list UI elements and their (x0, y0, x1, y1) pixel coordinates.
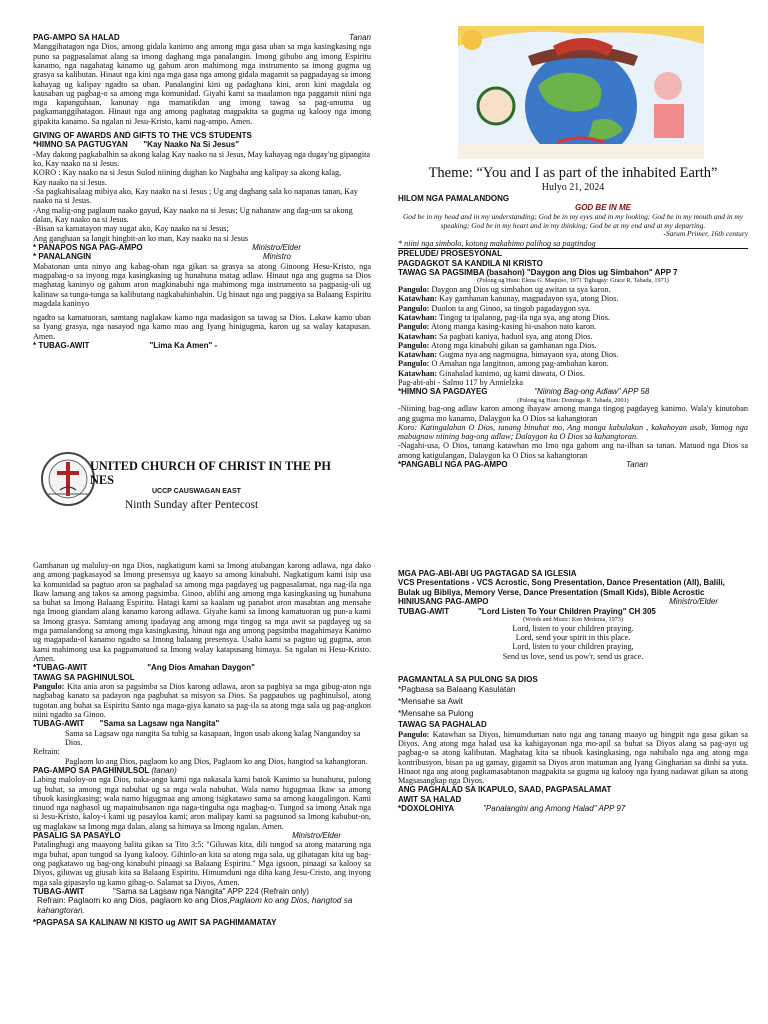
earth-drawing-image (458, 26, 704, 159)
responsive-line: Katawhan: Sa pagbati kaniya, haduol sya, ang atong Dios. (398, 331, 593, 341)
section-header: PAG-AMPO SA PAGHINULSOL (tanan) (33, 765, 177, 775)
section-header: PAGMANTALA SA PULONG SA DIOS (398, 674, 538, 684)
section-header: AWIT SA HALAD (398, 794, 462, 804)
psalm-line: Pag-abi-abi - Salmo 117 by Annielzka (398, 378, 523, 387)
section-header: PASALIG SA PASAYLO Ministro/Elder (33, 831, 341, 841)
section-header: HILOM NGA PAMALANDONG (398, 194, 510, 203)
theme-title: Theme: “You and I as part of the inhabited Earth” (428, 165, 718, 181)
section-header: *DOXOLOHIYA "Panalangini ang Among Halad" APP 97 (398, 804, 626, 814)
section-header: *TUBAG-AWIT "Ang Dios Amahan Daygon" (33, 663, 255, 673)
hymn-line: -Niining bag-ong adlaw karon among ibayaw among manga tingog pagdayeg kanimo. Wala'y kinutoban ang gugma mo kanamo, Dalaygon ka O Dios sa kahangtoran (398, 404, 748, 423)
hymn-line: -Sa pagkahisalaag mibiya ako, Kay naako na si Jesus ; Ug ang daghang sala ko napanas tanan, Kay naako na si Jesus. (33, 187, 358, 206)
section-header: *PAGPASA SA KALINAW NI KISTO ug AWIT SA PAGHIMAMATAY (33, 917, 277, 927)
refrain-text: Paglaom ko ang Dios, paglaom ko ang Dios, Paglaom ko ang Dios, hangtod sa kahangtoran. (65, 756, 368, 766)
refrain-label: Refrain: (33, 747, 60, 757)
hymn-chorus: Koro: Katingalahan O Dios, tanang binuhat mo, Ang manga kabulakan , kakahoyan usab, Yamog nga mabugnaw niining bag-ong adlaw; Dalaygon ka O Dios sa kahangtoran. (398, 422, 748, 442)
standing-note: * niini nga simbolo, kotong makahimo palihog sa pagtindog (398, 239, 748, 249)
prayer-title: GOD BE IN ME (574, 203, 631, 213)
responsive-line: Pangulo: Atong mga kinabuhi gikan sa gamhanan nga Dios. (398, 340, 597, 350)
presentations-list: VCS Presentations - VCS Acrostic, Song Presentation, Dance Presentation (All), Balili, Bulak ug Bibliya, Memory Verse, Dance Presentation (Small Kids), Bible Acrostic (398, 578, 725, 597)
section-header: GIVING OF AWARDS AND GIFTS TO THE VCS STUDENTS (33, 131, 252, 141)
call-text: Pangulo: Kita ania aron sa pagsimba sa Dios karong adlawa, aron sa pagbiya sa mga gibug-aton nga nagbabag kanato sa padayon nga pagbuhat sa misyon sa Dios. Sa pagpaubos ug paghinulsol, atong tugotan ang buhat sa Espiritu Santo nga maga-giya kanato sa pag-ila sa atong mga sala ug pag-angkon niini ngadto sa Ginoo. (33, 682, 371, 719)
credit-line: (Pulong ug Huni: Elena G. Maquiso, 1971 Tighugay: Grace R. Tabada, 1971) (477, 277, 669, 285)
call-text: Pangulo: Katawhan sa Diyos, himumduman nato nga ang tanang maayo ug hingpit nga gasa gikan sa Diyos. Ang atong mga halad usa ka kahigayonan nga mo-apil sa buhat sa Diyos alang sa pag-ayo ug pagbag-o sa atong kalibutan. Maghatag kita sa tibuok kasingkasing, nga nahibalo nga ang atong mga kontribusyon, bisan pa ug gamay, gigamit sa Diyos aron matuman ang Iyang Gingharian sa dinhi sa yuta. Hinaot nga ang atong pagkamasabtanon magpakita sa gugma ug kalooy nga Iyang nadawat gikan sa atong Magsasangkap nga Diyos. (398, 729, 748, 786)
section-header: * PANALANGIN Ministro (33, 252, 291, 262)
credit-line: (Pulong ug Huni: Dominga R. Tabada, 2001) (517, 396, 629, 404)
responsive-line: Pangulo: Atong manga kasing-kasing hi-usahon nato karon. (398, 322, 597, 332)
section-header: MGA PAG-ABI-ABI UG PAGTAGAD SA IGLESIA (398, 569, 577, 578)
song-line: Send us love, send us pow'r, send us grace. (502, 651, 644, 661)
section-header: * TUBAG-AWIT "Lima Ka Amen" - (33, 341, 218, 351)
section-header: PAG-AMPO SA HALAD Tanan (33, 33, 371, 42)
section-header: TAWAG SA PAGHINULSOL (33, 672, 135, 682)
panel-bottom-left (33, 561, 371, 1024)
liturgical-day: Ninth Sunday after Pentecost (125, 499, 259, 511)
reading-item: *Mensahe sa Awit (398, 697, 463, 707)
section-header: TUBAG-AWIT "Lord Listen To Your Children Praying" CH 305 (398, 606, 656, 616)
church-seal-icon (38, 442, 98, 517)
hymn-line: Kay naako na si Jesus. (33, 177, 107, 187)
responsive-line: Katawhan: Gugma nya ang nagmugna, himayaon sya, atong Dios. (398, 350, 619, 360)
benediction-text: ngadto sa kamatuoran, samtang naglakaw kamo nga madasigon sa tawag sa Dios. Lakaw kamo uban sa Iyang grasya, nga nasayod nga kamo mao ang Iyang hinigugma, karon ug sa walay katapusan. Amen. (33, 313, 371, 341)
reading-item: *Pagbasa sa Balaang Kasulatan (398, 685, 516, 695)
prayer-text: Labing maloloy-on nga Dios, naka-ango kami nga nakasala kami batok Kanimo sa hunahuna, pulong ug buhat, sa among mga nabuhat ug sa mga wala nabuhat. Wala namo higugmaa Ikaw sa among tibuok kasingkasing; wala namo higugmaa ang among isigkatawo sama sa among kaugalingon. Kami tinuod nga nagbasol ug mapainubsanon nga naga-tinguha nga magbag-o. Tungod sa imong Anak nga si Jesu-Kristo, kaloy-i kami ug pasayloa kami; aron malipay kami sa pagsunod sa Imong kabubut-on, ug maglakaw sa Imong mga dalan, alang sa himaya sa Imong ngalan. Amen. (33, 775, 371, 831)
section-header: *HIMNO SA PAGTUGYAN "Kay Naako Na Si Jesus" (33, 140, 240, 150)
responsive-line: Pangulo: Daygon ang Dios ug simbahon ug awitan ta sya karon. (398, 285, 611, 295)
hymn-line: Ang ganghaan sa langit hingbit-an ko man, Kay naako na si Jesus (33, 233, 249, 243)
panel-top-left (33, 33, 371, 439)
theme-illustration (458, 26, 704, 159)
section-header: ANG PAGHALAD SA IKAPULO, SAAD, PAGPASALAMAT (398, 785, 612, 795)
section-header: PRELUDE/ PROSESYONAL (398, 249, 503, 259)
song-line: Lord, listen to your children praying. (512, 623, 634, 633)
section-header: TAWAG SA PAGHALAD (398, 720, 487, 730)
assurance-text: Patalinghugi ang maayong balita gikan sa Tito 3:5: "Giluwas kita, dili tungod sa atong matarung nga mga buhat, apan tungod sa Iyang kalooy. Gihinlo-an kita sa atong mga sala, ug gihatagan kita ug bag-ong pagkatawo ug bag-ong kinabuhi pinaagi sa Balaang Espiritu." Mga igsoon, pinaagi sa kalooy sa Diyos, giluwas ug giusab kita sa Balaang Espiritu. Himumduni nga diha kang Jesu-Cristo, ang inyong mga sala gipasaylo ug kamo gibag-o. Salamat sa Diyos, Amen. (33, 840, 371, 887)
benediction-text: Mabatonan unta ninyo ang kabag-ohan nga gikan sa grasya sa atong Ginoong Hesu-Kristo, nga magpabag-o sa inyong mga kasingkasing ug hunahuna matag adlaw. Hinaut nga ang gugma sa Dios maghatag kaninyo og gahum aron magkinabuhi nga mahimong mga instrumento sa pagpasig-uli ug kalinaw sa tunga-tunga sa kalibutang nagkabahinbahin. Ug hinaut nga ang paggiya sa Balaang Espiritu magdala kaninyo (33, 261, 371, 308)
song-line: Sama sa Lagsaw nga nangita Sa tubig sa kasapaan, Ingon usab akong kalag Nangandoy sa Dios. (65, 728, 361, 747)
church-name: UNITED CHURCH OF CHRIST IN THE PH NES (90, 459, 331, 487)
reading-item: *Mensahe sa Pulong (398, 709, 474, 719)
section-header: *HIMNO SA PAGDAYEG "Niining Bag-ong Adlaw" APP 58 (398, 387, 650, 397)
panel-top-right (398, 26, 748, 511)
hymn-line: KORO : Kay naako na si Jesus Sulod niining dughan ko Nagbaha ang kalipay sa akong kalag, (33, 168, 342, 178)
section-header: TAWAG SA PAGSIMBA (basahon) "Daygon ang Dios ug Simbahon" APP 7 (398, 268, 678, 278)
prayer-text: Manggihatagon nga Dios, among gidala kanimo ang among mga gasa uban sa mga kasingkasing nga puno sa pagpasalamat alang sa imong daghang mga panalangin. Imong gibubo ang imong Espiritu kanamo, nga nagahatag kanamo ug gahum aron mahimong mga instrumento sa imong gugma ug grasya sa kalibutan. Hinaut nga kini nga mga gasa nga among gidala magamit sa pagpadayag sa imong kahayag ug kalipay ngadto sa uban. Panalangini kini ug padaghana kini, aron kini magdala og kausaban ug pagbag-o sa among mga komunidad. Giyahi kami sa maalamon nga paggamit niini nga mga kapanguhaan, kanunay nga mamatikdan ang imong tawag sa pag-amuma ug pagkamanggihatagon. Hinaut nga ang among paghatag magpakita sa gugma ug kalooy nga imong gipakita kanamo. Sa ngalan ni Jesu-Kristo, kami nag-ampo. Amen. (33, 42, 371, 126)
responsive-line: Katawhan: Tingog ta ipalanog, pag-ila nga sya, ang atong Dios. (398, 312, 610, 322)
section-header: PAGDAGKOT SA KANDILA NI KRISTO (398, 258, 543, 268)
refrain-text: Refrain: Paglaom ko ang Dios, paglaom ko ang Dios,Paglaom ko ang Dios, hangtod sa kahangtoran. (37, 896, 353, 915)
hymn-line: -May dakong pagkabalhin sa akong kalag Kay naako na si Jesus, May kahayag nga dugay'ng gipangita ko, Kay naako na si Jesus. (33, 149, 371, 169)
hymn-line: -Bisan sa kamatayon may sugat ako, Kay naako na si Jesus; (33, 224, 229, 234)
prayer-text: God be in my head and in my understanding; God be in my eyes and in my looking; God be in my mouth and in my speaking; God be in my heart and in my thinking; God be at my end and at my departing. (402, 211, 744, 230)
responsive-line: Katawhan: Kay gamhanan kanunay, magpadayon sya, atong Dios. (398, 294, 619, 304)
hymn-line: -Nagahi-usa, O Dios, tanang katawhan mo Imo nga gahom ang na-ilhan sa tanan. Matuod nga Dios sa among katigulangan, Dalaygon ka O Dios sa kahangtoran (398, 441, 748, 460)
responsive-line: Katawhan: Ginahalad kanimo, ug kami dawata, O Dios. (398, 368, 585, 378)
section-header: HINIUSANG PAG-AMPO Ministro/Elder (398, 597, 718, 607)
hymn-line: -Ang malig-ong paglaum naako gayud, Kay naako na si Jesus; Ug nahanaw ang dag-um sa akong dalan, Kay naako na si Jesus. (33, 205, 353, 224)
church-local-name: UCCP CAUSWAGAN EAST (152, 488, 241, 495)
section-header: * PANAPOS NGA PAG-AMPO Ministro/Elder (33, 242, 301, 252)
responsive-line: Pangulo: O Amahan nga langitnon, among pag-ambahan karon. (398, 359, 609, 369)
song-line: Lord, send your spirit in this place. (515, 632, 631, 642)
responsive-line: Pangulo: Duolon ta ang Ginoo, sa tingob pagadaygon sya. (398, 303, 591, 313)
section-header: TUBAG-AWIT "Sama sa Lagsaw nga Nangita" (33, 719, 220, 729)
prayer-source: -Sarum Primer, 16th century (663, 229, 748, 239)
service-date: Hulyo 21, 2024 (541, 182, 605, 193)
panel-bottom-right (398, 569, 748, 884)
song-line: Lord, listen to your children praying, (512, 642, 634, 652)
section-header: TUBAG-AWIT "Sama sa Lagsaw nga Nangita" APP 224 (Refrain only) (33, 886, 309, 896)
section-header: *PANGABLI NGA PAG-AMPO Tanan (398, 460, 648, 470)
prayer-text: Gamhanan ug maluluy-on nga Dios, nagkatigum kami sa Imong atubangan karong adlawa, nga dako ang among pagkasayod sa Imong presensya ug kaayo sa among kinabuhi. Nagkatigum kami isip usa ka komunidad sa pagtuo aron sa paghalad sa among mga pagdayeg ug pagpasalamat, nga nag-ila nga Ikaw lamang ang takos sa among pagsimba. Ginoo, ablihi ang among mga kasingkasing ug hunahuna sa buhat sa Imong Balaang Espiritu. Hatagi kami sa kaalam ug panabot aron masabtan ang mensahe nga Imong giandam alang kanamo karong adlawa. Giyahe kami sa Imong kamatuoran ug pun-a kami sa Imong grasya. Samtang among ipadayag ang among mga tingog sa mga awit sa pagdayeg ug sa mga pamalandong sa among mga kasingkasing, hinaut nga ang among pagsimba magahimaya Kanimo ug magapadu-ol kanamo ngadto sa Imong balaang presensya. Usaha kami sa pagtuo ug gugma, aron kami mahimong usa ka pagpamatuod sa Imong walay katapusang himaya. Sa ngalan ni Hesu-Kristo. Amen. (33, 561, 371, 663)
credit-line: (Words and Music: Ken Medema, 1973) (523, 616, 623, 624)
